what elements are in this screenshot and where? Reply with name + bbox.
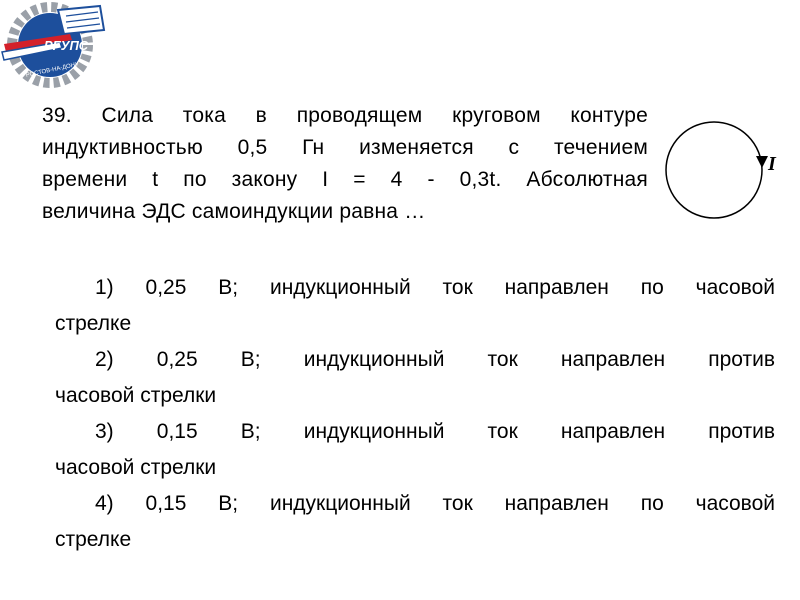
answer-list — [55, 270, 775, 558]
answer-option-4 — [55, 486, 775, 558]
answer-line: часовой стрелки — [55, 456, 217, 479]
university-logo — [0, 0, 112, 90]
answer-line: 3) 0,15 В; индукционный ток направлен против — [95, 420, 775, 443]
circuit-diagram — [664, 112, 784, 232]
logo-city: РОСТОВ-НА-ДОНУ — [25, 61, 80, 79]
answer-line: 2) 0,25 В; индукционный ток направлен против — [95, 348, 775, 371]
answer-option-2 — [55, 342, 775, 414]
answer-line: 4) 0,15 В; индукционный ток направлен по часовой — [95, 492, 775, 515]
answer-line: часовой стрелки — [55, 384, 217, 407]
circular-loop — [666, 122, 762, 218]
answer-option-3 — [55, 414, 775, 486]
question-line: индуктивностью 0,5 Гн изменяется с течением — [42, 136, 648, 159]
logo-abbr: РГУПС — [44, 38, 89, 53]
question-line: времени t по закону I = 4 - 0,3t. Абсолютная — [42, 168, 648, 191]
current-label: I — [768, 153, 776, 175]
question-text — [42, 100, 648, 228]
current-arrow-icon — [756, 156, 768, 168]
answer-line: стрелке — [55, 312, 132, 335]
question-line: 39. Сила тока в проводящем круговом контуре — [42, 104, 648, 127]
answer-line: 1) 0,25 В; индукционный ток направлен по часовой — [95, 276, 775, 299]
question-line: величина ЭДС самоиндукции равна … — [42, 200, 426, 223]
answer-line: стрелке — [55, 528, 132, 551]
answer-option-1 — [55, 270, 775, 342]
